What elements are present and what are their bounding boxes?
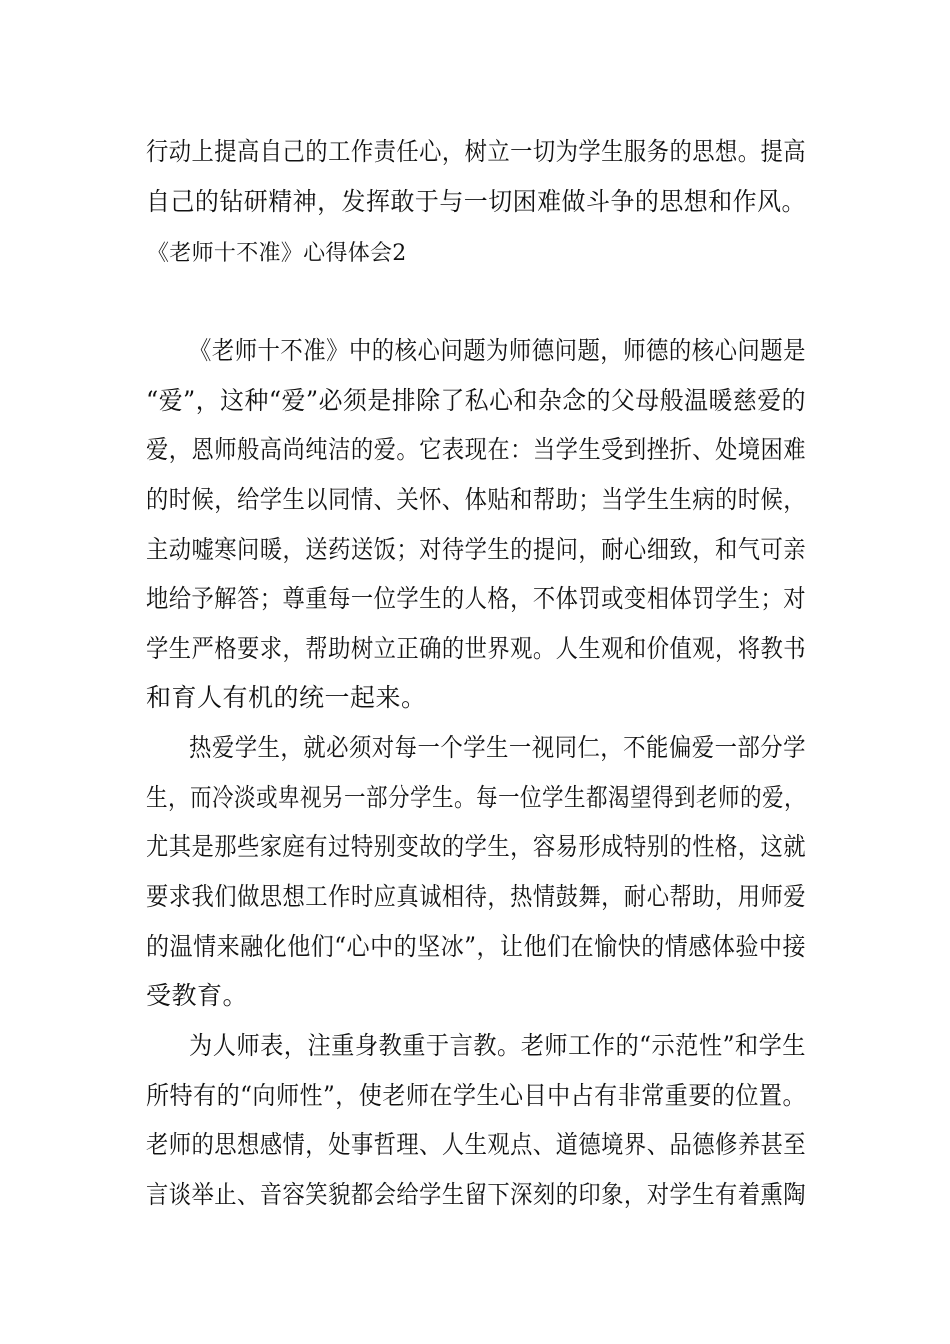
paragraph-line: 《老师十不准》中的核心问题为师德问题，师德的核心问题是: [189, 336, 806, 365]
paragraph-line: 言谈举止、音容笑貌都会给学生留下深刻的印象，对学生有着熏陶: [146, 1180, 807, 1209]
paragraph-line: 尤其是那些家庭有过特别变故的学生，容易形成特别的性格，这就: [146, 832, 807, 861]
paragraph-line: 和育人有机的统一起来。: [146, 683, 427, 712]
paragraph-line: 的温情来融化他们“心中的坚冰”，让他们在愉快的情感体验中接: [146, 932, 807, 961]
paragraph-line: “爱”，这种“爱”必须是排除了私心和杂念的父母般温暖慈爱的: [146, 386, 806, 415]
paragraph-line: 所特有的“向师性”，使老师在学生心目中占有非常重要的位置。: [146, 1081, 807, 1110]
paragraph-line: 受教育。: [146, 981, 249, 1010]
continuation-line-1: 行动上提高自己的工作责任心，树立一切为学生服务的思想。提高: [146, 137, 807, 166]
paragraph-line: 主动嘘寒问暖，送药送饭；对待学生的提问，耐心细致，和气可亲: [146, 535, 807, 564]
paragraph-line: 爱，恩师般高尚纯洁的爱。它表现在：当学生受到挫折、处境困难: [146, 435, 807, 464]
paragraph-line: 地给予解答；尊重每一位学生的人格，不体罚或变相体罚学生；对: [146, 584, 807, 613]
paragraph-line: 的时候，给学生以同情、关怀、体贴和帮助；当学生生病的时候，: [146, 485, 807, 514]
continuation-line-2: 自己的钻研精神，发挥敢于与一切困难做斗争的思想和作风。: [146, 187, 807, 216]
paragraph-line: 要求我们做思想工作时应真诚相待，热情鼓舞，耐心帮助，用师爱: [146, 882, 807, 911]
paragraph-line: 热爱学生，就必须对每一个学生一视同仁，不能偏爱一部分学: [189, 733, 806, 762]
paragraph-line: 生，而冷淡或卑视另一部分学生。每一位学生都渴望得到老师的爱，: [146, 783, 806, 812]
paragraph-line: 老师的思想感情，处事哲理、人生观点、道德境界、品德修养甚至: [146, 1130, 807, 1159]
paragraph-line: 学生严格要求，帮助树立正确的世界观。人生观和价值观，将教书: [146, 634, 807, 663]
paragraph-line: 为人师表，注重身教重于言教。老师工作的“示范性”和学生: [189, 1031, 806, 1060]
section-title: 《老师十不准》心得体会2: [147, 241, 407, 266]
